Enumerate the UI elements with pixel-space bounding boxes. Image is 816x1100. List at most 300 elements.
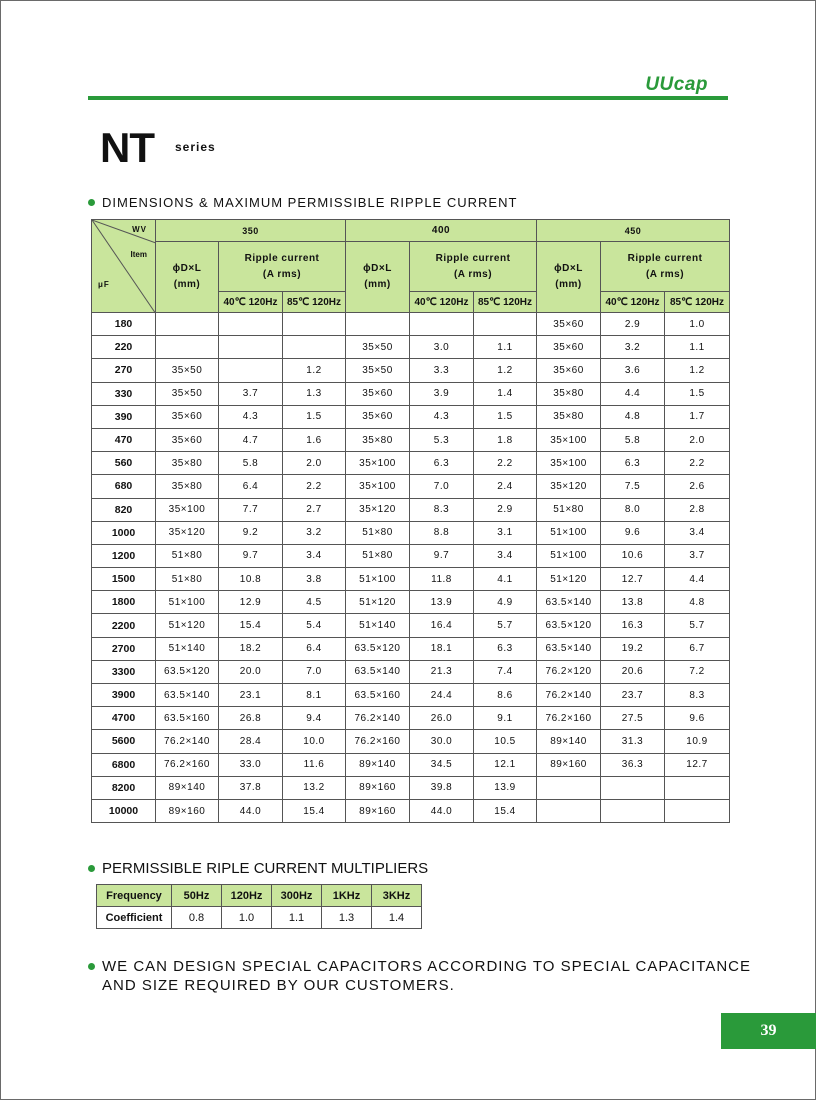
coefficient-cell: 1.4 [372, 907, 422, 929]
ripple-85c-cell: 1.0 [665, 313, 730, 336]
ripple-40c-cell: 8.3 [410, 498, 474, 521]
dimension-cell: 76.2×160 [537, 707, 601, 730]
frequency-row [97, 885, 422, 907]
ripple-85c-cell: 7.0 [283, 660, 346, 683]
ripple-header-label: Ripple current [435, 252, 511, 264]
temp-header-40c: 40℃ 120Hz [601, 292, 665, 313]
table-row [92, 521, 730, 544]
dimension-cell: 51×100 [156, 591, 219, 614]
ripple-85c-cell [665, 776, 730, 799]
ripple-85c-cell: 3.1 [474, 521, 537, 544]
capacitance-cell: 2700 [92, 637, 156, 660]
dimension-cell: 35×120 [346, 498, 410, 521]
dimension-cell: 63.5×160 [156, 707, 219, 730]
ripple-40c-cell [601, 776, 665, 799]
ripple-40c-cell: 5.8 [219, 452, 283, 475]
ripple-85c-cell: 3.4 [474, 544, 537, 567]
dimension-cell: 35×60 [537, 359, 601, 382]
temp-header-40c: 40℃ 120Hz [219, 292, 283, 313]
dimension-header-label: ϕD×L [172, 263, 202, 274]
dimension-cell: 51×100 [537, 521, 601, 544]
dimension-cell: 51×100 [537, 544, 601, 567]
ripple-40c-cell: 18.1 [410, 637, 474, 660]
table-row [92, 313, 730, 336]
ripple-85c-cell: 2.2 [665, 452, 730, 475]
capacitance-cell: 680 [92, 475, 156, 498]
ripple-40c-cell: 20.0 [219, 660, 283, 683]
ripple-85c-cell: 2.0 [665, 428, 730, 451]
ripple-40c-cell: 9.6 [601, 521, 665, 544]
ripple-40c-cell: 13.9 [410, 591, 474, 614]
dimension-cell: 89×160 [156, 799, 219, 822]
dimension-cell: 63.5×120 [537, 614, 601, 637]
dimension-cell: 35×120 [537, 475, 601, 498]
capacitance-cell: 1500 [92, 568, 156, 591]
ripple-40c-cell: 37.8 [219, 776, 283, 799]
table-row [92, 776, 730, 799]
ripple-40c-cell: 23.1 [219, 684, 283, 707]
ripple-40c-cell: 7.0 [410, 475, 474, 498]
capacitance-cell: 3300 [92, 660, 156, 683]
ripple-85c-cell: 1.5 [283, 405, 346, 428]
ripple-40c-cell: 26.0 [410, 707, 474, 730]
dimensions-table-body [92, 313, 730, 823]
ripple-85c-cell: 9.4 [283, 707, 346, 730]
voltage-header-350: 350 [156, 220, 346, 242]
dimension-cell: 51×140 [156, 637, 219, 660]
dimension-cell: 63.5×120 [346, 637, 410, 660]
ripple-85c-cell: 12.1 [474, 753, 537, 776]
ripple-40c-cell [601, 799, 665, 822]
capacitance-cell: 820 [92, 498, 156, 521]
ripple-40c-cell: 15.4 [219, 614, 283, 637]
ripple-40c-cell: 10.8 [219, 568, 283, 591]
note-line-2: AND SIZE REQUIRED BY OUR CUSTOMERS. [102, 977, 455, 994]
dimension-cell [156, 313, 219, 336]
ripple-40c-cell: 30.0 [410, 730, 474, 753]
table-corner-cell [92, 220, 156, 313]
dimension-cell: 35×50 [156, 382, 219, 405]
dimension-cell: 76.2×160 [346, 730, 410, 753]
ripple-85c-cell: 6.4 [283, 637, 346, 660]
ripple-85c-cell: 2.8 [665, 498, 730, 521]
ripple-40c-cell: 7.7 [219, 498, 283, 521]
ripple-40c-cell: 16.4 [410, 614, 474, 637]
capacitance-cell: 6800 [92, 753, 156, 776]
corner-diagonal [92, 220, 156, 314]
ripple-40c-cell: 2.9 [601, 313, 665, 336]
ripple-85c-cell: 10.5 [474, 730, 537, 753]
ripple-85c-cell: 1.8 [474, 428, 537, 451]
ripple-header-unit: (A rms) [262, 268, 302, 280]
table-row [92, 730, 730, 753]
dimension-cell: 51×120 [156, 614, 219, 637]
ripple-85c-cell: 2.0 [283, 452, 346, 475]
dimension-cell: 89×140 [346, 753, 410, 776]
ripple-header [601, 242, 730, 292]
table-row [92, 684, 730, 707]
section-heading-text: PERMISSIBLE RIPLE CURRENT MULTIPLIERS [102, 860, 429, 877]
ripple-85c-cell: 2.9 [474, 498, 537, 521]
dimension-cell: 35×100 [346, 475, 410, 498]
ripple-40c-cell: 4.4 [601, 382, 665, 405]
ripple-85c-cell: 1.7 [665, 405, 730, 428]
dimension-cell: 89×140 [537, 730, 601, 753]
capacitance-cell: 5600 [92, 730, 156, 753]
table-row [92, 637, 730, 660]
dimension-cell: 51×80 [346, 521, 410, 544]
dimension-header-unit: (mm) [173, 279, 201, 290]
ripple-85c-cell: 8.1 [283, 684, 346, 707]
note-line-1: WE CAN DESIGN SPECIAL CAPACITORS ACCORDING TO SPECIAL CAPACITANCE [102, 958, 752, 975]
capacitance-cell: 10000 [92, 799, 156, 822]
dimension-cell: 51×80 [156, 568, 219, 591]
ripple-85c-cell: 2.4 [474, 475, 537, 498]
ripple-85c-cell: 15.4 [283, 799, 346, 822]
ripple-40c-cell: 18.2 [219, 637, 283, 660]
ripple-85c-cell: 4.1 [474, 568, 537, 591]
ripple-85c-cell: 8.6 [474, 684, 537, 707]
ripple-40c-cell: 21.3 [410, 660, 474, 683]
ripple-85c-cell [283, 336, 346, 359]
coefficient-cell: 1.3 [322, 907, 372, 929]
ripple-header-label: Ripple current [627, 252, 703, 264]
dimension-cell: 35×80 [537, 405, 601, 428]
ripple-40c-cell: 5.3 [410, 428, 474, 451]
ripple-40c-cell: 5.8 [601, 428, 665, 451]
dimension-cell: 35×100 [156, 498, 219, 521]
frequency-cell: 1KHz [322, 885, 372, 907]
table-row [92, 405, 730, 428]
ripple-40c-cell: 39.8 [410, 776, 474, 799]
section-heading-dimensions [88, 195, 517, 210]
ripple-85c-cell: 1.5 [665, 382, 730, 405]
header-rule [88, 96, 728, 100]
ripple-40c-cell: 27.5 [601, 707, 665, 730]
ripple-85c-cell: 3.4 [283, 544, 346, 567]
dimension-cell: 89×140 [156, 776, 219, 799]
table-row [92, 336, 730, 359]
dimension-cell: 89×160 [346, 776, 410, 799]
dimension-cell: 35×80 [537, 382, 601, 405]
ripple-40c-cell: 44.0 [410, 799, 474, 822]
ripple-85c-cell: 8.3 [665, 684, 730, 707]
dimension-cell: 35×60 [346, 405, 410, 428]
ripple-85c-cell: 7.4 [474, 660, 537, 683]
ripple-40c-cell: 9.7 [410, 544, 474, 567]
ripple-85c-cell: 3.8 [283, 568, 346, 591]
ripple-40c-cell: 19.2 [601, 637, 665, 660]
ripple-85c-cell [665, 799, 730, 822]
capacitance-cell: 1200 [92, 544, 156, 567]
capacitance-cell: 2200 [92, 614, 156, 637]
dimension-cell: 63.5×140 [537, 637, 601, 660]
dimension-cell: 63.5×160 [346, 684, 410, 707]
section-note [88, 957, 751, 995]
dimension-cell: 63.5×140 [537, 591, 601, 614]
dimension-header-label: ϕD×L [363, 263, 392, 274]
ripple-40c-cell: 4.3 [219, 405, 283, 428]
ripple-85c-cell: 12.7 [665, 753, 730, 776]
dimension-cell: 35×80 [156, 475, 219, 498]
dimension-cell: 35×100 [537, 452, 601, 475]
ripple-40c-cell: 6.3 [410, 452, 474, 475]
ripple-85c-cell: 4.4 [665, 568, 730, 591]
table-row [92, 660, 730, 683]
dimension-cell: 35×80 [346, 428, 410, 451]
dimension-cell: 63.5×140 [156, 684, 219, 707]
dimension-cell: 89×160 [537, 753, 601, 776]
ripple-40c-cell [219, 359, 283, 382]
table-row [92, 799, 730, 822]
ripple-85c-cell: 1.1 [665, 336, 730, 359]
ripple-85c-cell: 5.7 [474, 614, 537, 637]
ripple-header-unit: (A rms) [453, 268, 493, 280]
coefficient-cell: 1.0 [222, 907, 272, 929]
table-row [92, 568, 730, 591]
ripple-40c-cell: 6.3 [601, 452, 665, 475]
ripple-85c-cell: 4.5 [283, 591, 346, 614]
temp-header-40c: 40℃ 120Hz [410, 292, 474, 313]
dimension-cell: 35×100 [537, 428, 601, 451]
dimension-cell: 76.2×120 [537, 660, 601, 683]
dimension-header-unit: (mm) [364, 279, 391, 290]
coefficient-row [97, 907, 422, 929]
dimension-cell: 76.2×140 [346, 707, 410, 730]
ripple-40c-cell: 4.7 [219, 428, 283, 451]
ripple-40c-cell: 10.6 [601, 544, 665, 567]
voltage-header-400: 400 [346, 220, 537, 242]
ripple-40c-cell: 16.3 [601, 614, 665, 637]
dimension-cell: 51×120 [346, 591, 410, 614]
ripple-85c-cell: 1.2 [474, 359, 537, 382]
section-heading-multipliers [88, 860, 428, 877]
dimension-cell: 51×120 [537, 568, 601, 591]
dimension-header [346, 242, 410, 313]
ripple-40c-cell: 3.7 [219, 382, 283, 405]
ripple-40c-cell: 3.6 [601, 359, 665, 382]
coefficient-cell: 1.1 [272, 907, 322, 929]
ripple-header [219, 242, 346, 292]
dimension-cell: 63.5×140 [346, 660, 410, 683]
ripple-40c-cell: 7.5 [601, 475, 665, 498]
dimension-header-unit: (mm) [555, 279, 582, 290]
ripple-40c-cell: 8.8 [410, 521, 474, 544]
table-row [92, 359, 730, 382]
dimension-cell: 35×60 [156, 405, 219, 428]
dimension-cell [346, 313, 410, 336]
capacitance-cell: 470 [92, 428, 156, 451]
ripple-85c-cell: 9.1 [474, 707, 537, 730]
bullet-icon [88, 865, 95, 872]
frequency-cell: 300Hz [272, 885, 322, 907]
ripple-85c-cell: 1.2 [665, 359, 730, 382]
ripple-85c-cell: 1.3 [283, 382, 346, 405]
ripple-40c-cell: 24.4 [410, 684, 474, 707]
capacitance-cell: 560 [92, 452, 156, 475]
ripple-85c-cell: 9.6 [665, 707, 730, 730]
table-row [92, 591, 730, 614]
dimension-cell: 51×80 [346, 544, 410, 567]
dimension-cell: 51×80 [537, 498, 601, 521]
ripple-40c-cell: 3.3 [410, 359, 474, 382]
brand-logo: UUcap [645, 74, 708, 95]
ripple-85c-cell [474, 313, 537, 336]
dimension-header-label: ϕD×L [554, 263, 583, 274]
ripple-85c-cell: 2.2 [474, 452, 537, 475]
dimension-cell: 51×100 [346, 568, 410, 591]
ripple-40c-cell: 34.5 [410, 753, 474, 776]
ripple-40c-cell: 8.0 [601, 498, 665, 521]
dimension-cell: 51×140 [346, 614, 410, 637]
dimension-cell: 76.2×140 [537, 684, 601, 707]
dimension-cell: 51×80 [156, 544, 219, 567]
dimension-cell: 35×50 [346, 359, 410, 382]
table-row [92, 707, 730, 730]
capacitance-cell: 220 [92, 336, 156, 359]
ripple-85c-cell: 13.2 [283, 776, 346, 799]
ripple-header [410, 242, 537, 292]
ripple-85c-cell: 1.6 [283, 428, 346, 451]
ripple-85c-cell: 3.2 [283, 521, 346, 544]
coefficient-label: Coefficient [97, 907, 172, 929]
ripple-85c-cell: 1.1 [474, 336, 537, 359]
page-number: 39 [721, 1013, 816, 1049]
dimension-header [156, 242, 219, 313]
ripple-40c-cell: 6.4 [219, 475, 283, 498]
table-row [92, 753, 730, 776]
ripple-40c-cell: 36.3 [601, 753, 665, 776]
ripple-85c-cell: 15.4 [474, 799, 537, 822]
note-text [102, 957, 751, 995]
ripple-40c-cell: 3.9 [410, 382, 474, 405]
bullet-icon [88, 199, 95, 206]
dimension-cell [537, 799, 601, 822]
ripple-40c-cell: 33.0 [219, 753, 283, 776]
ripple-40c-cell [219, 336, 283, 359]
ripple-40c-cell: 31.3 [601, 730, 665, 753]
ripple-40c-cell: 4.8 [601, 405, 665, 428]
capacitance-cell: 390 [92, 405, 156, 428]
ripple-85c-cell: 10.0 [283, 730, 346, 753]
capacitance-cell: 330 [92, 382, 156, 405]
dimension-cell: 35×60 [156, 428, 219, 451]
ripple-85c-cell: 5.7 [665, 614, 730, 637]
dimension-cell: 35×60 [346, 382, 410, 405]
series-title: NT [100, 124, 154, 171]
ripple-40c-cell [219, 313, 283, 336]
dimension-cell: 35×60 [537, 313, 601, 336]
corner-item-label: Item [130, 250, 147, 259]
ripple-40c-cell: 9.7 [219, 544, 283, 567]
corner-wv-label: WV [132, 225, 147, 234]
series-label: series [175, 140, 216, 154]
table-row [92, 382, 730, 405]
table-row [92, 614, 730, 637]
dimension-cell: 35×100 [346, 452, 410, 475]
frequency-cell: 50Hz [172, 885, 222, 907]
capacitance-cell: 180 [92, 313, 156, 336]
section-heading-text: DIMENSIONS & MAXIMUM PERMISSIBLE RIPPLE CURRENT [102, 195, 518, 210]
ripple-40c-cell: 11.8 [410, 568, 474, 591]
ripple-85c-cell: 2.6 [665, 475, 730, 498]
dimension-cell: 76.2×140 [156, 730, 219, 753]
corner-uf-label: μF [98, 280, 110, 289]
table-row [92, 452, 730, 475]
ripple-85c-cell: 1.2 [283, 359, 346, 382]
ripple-40c-cell: 20.6 [601, 660, 665, 683]
ripple-40c-cell: 12.9 [219, 591, 283, 614]
ripple-85c-cell: 3.4 [665, 521, 730, 544]
capacitance-cell: 8200 [92, 776, 156, 799]
ripple-40c-cell: 9.2 [219, 521, 283, 544]
ripple-header-label: Ripple current [244, 252, 320, 264]
ripple-85c-cell [283, 313, 346, 336]
dimension-cell [537, 776, 601, 799]
ripple-40c-cell: 3.2 [601, 336, 665, 359]
ripple-85c-cell: 7.2 [665, 660, 730, 683]
table-row [92, 428, 730, 451]
voltage-header-450: 450 [537, 220, 730, 242]
capacitance-cell: 3900 [92, 684, 156, 707]
ripple-40c-cell: 26.8 [219, 707, 283, 730]
dimension-cell: 35×50 [346, 336, 410, 359]
ripple-40c-cell: 4.3 [410, 405, 474, 428]
temp-header-85c: 85℃ 120Hz [474, 292, 537, 313]
capacitance-cell: 1800 [92, 591, 156, 614]
ripple-40c-cell: 12.7 [601, 568, 665, 591]
ripple-header-unit: (A rms) [645, 268, 685, 280]
ripple-85c-cell: 10.9 [665, 730, 730, 753]
ripple-85c-cell: 11.6 [283, 753, 346, 776]
frequency-cell: 120Hz [222, 885, 272, 907]
multiplier-table [96, 884, 422, 929]
dimensions-table [91, 219, 730, 823]
ripple-40c-cell [410, 313, 474, 336]
ripple-85c-cell: 13.9 [474, 776, 537, 799]
ripple-85c-cell: 4.8 [665, 591, 730, 614]
dimension-cell [156, 336, 219, 359]
dimension-cell: 89×160 [346, 799, 410, 822]
capacitance-cell: 4700 [92, 707, 156, 730]
ripple-85c-cell: 2.7 [283, 498, 346, 521]
capacitance-cell: 1000 [92, 521, 156, 544]
dimension-cell: 35×80 [156, 452, 219, 475]
temp-header-85c: 85℃ 120Hz [665, 292, 730, 313]
ripple-85c-cell: 6.3 [474, 637, 537, 660]
dimension-header [537, 242, 601, 313]
dimension-cell: 35×120 [156, 521, 219, 544]
ripple-40c-cell: 23.7 [601, 684, 665, 707]
ripple-40c-cell: 3.0 [410, 336, 474, 359]
ripple-85c-cell: 6.7 [665, 637, 730, 660]
ripple-40c-cell: 28.4 [219, 730, 283, 753]
ripple-85c-cell: 1.5 [474, 405, 537, 428]
frequency-label: Frequency [97, 885, 172, 907]
table-row [92, 475, 730, 498]
ripple-40c-cell: 13.8 [601, 591, 665, 614]
ripple-85c-cell: 1.4 [474, 382, 537, 405]
dimension-cell: 63.5×120 [156, 660, 219, 683]
ripple-85c-cell: 4.9 [474, 591, 537, 614]
ripple-85c-cell: 3.7 [665, 544, 730, 567]
table-row [92, 498, 730, 521]
ripple-85c-cell: 5.4 [283, 614, 346, 637]
dimension-cell: 76.2×160 [156, 753, 219, 776]
table-row [92, 544, 730, 567]
dimension-cell: 35×60 [537, 336, 601, 359]
coefficient-cell: 0.8 [172, 907, 222, 929]
